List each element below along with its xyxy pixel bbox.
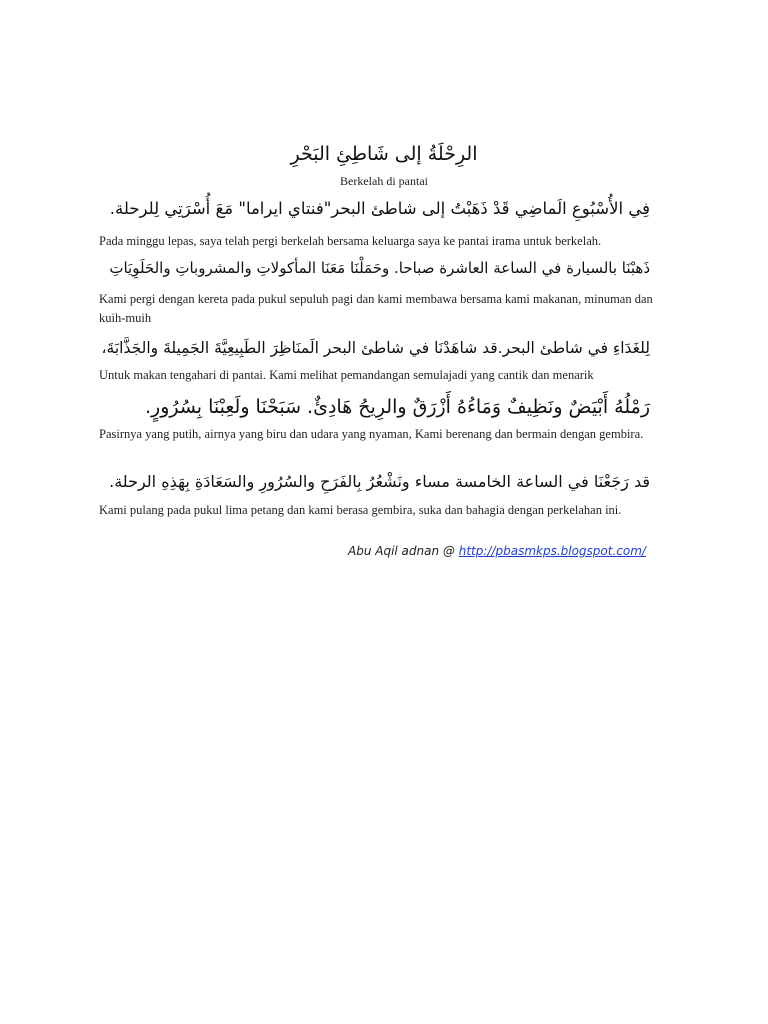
paragraph-3-malay: Untuk makan tengahari di pantai. Kami melihat pemandangan semulajadi yang cantik dan menarik (99, 368, 594, 382)
page-subtitle-malay: Berkelah di pantai (340, 174, 428, 188)
paragraph-1-arabic: فِي الأُسْبُوعِ الَماضِي قَدْ ذَهَبْتُ إلى شاطئ البحر"فنتاي ايراما" مَعَ أُسْرَتِي لِلرحلة. (109, 199, 650, 218)
blog-link[interactable]: http://pbasmkps.blogspot.com/ (458, 544, 646, 558)
author-name: Abu Aqil adnan @ (348, 544, 459, 558)
paragraph-3-arabic: لِلغَدَاءِ في شاطئ البحر.قد شاهَدْنَا في شاطئ البحر الَمنَاظِرَ الطَبِيعِيَّةَ الجَمِيلةَ والجَذَّابَةَ، (101, 339, 650, 357)
paragraph-2-malay: Kami pergi dengan kereta pada pukul sepuluh pagi dan kami membawa bersama kami makanan, minuman dan kuih-muih (99, 292, 653, 325)
page-title-arabic: الرِحْلَةُ إلى شَاطِئِ البَحْرِ (290, 143, 478, 165)
paragraph-5-arabic: قد رَجَعْنَا في الساعة الخامسة مساء ونَشْعُرُ بِالفَرَحِ والسُرُورِ والسَعَادَةِ بِهَذِهِ الرحلة. (109, 472, 650, 491)
paragraph-4-arabic: رَمْلُهُ أَبْيَضٌ ونَظِيفٌ وَمَاءُهُ أَزْرَقٌ والرِيحُ هَادِئٌ. سَبَحْنَا ولَعِبْنَا بِسُرُورٍ. (144, 396, 650, 418)
author-credit (348, 542, 646, 560)
paragraph-1-malay: Pada minggu lepas, saya telah pergi berkelah bersama keluarga saya ke pantai irama untuk berkelah. (99, 234, 602, 248)
paragraph-2-arabic: ذَهبْنَا بالسيارة في الساعة العاشرة صباحا. وحَمَلْنَا مَعَنَا المأكولاتِ والمشروباتِ والحَلَوِيَاتِ (109, 259, 650, 277)
paragraph-5-malay: Kami pulang pada pukul lima petang dan kami berasa gembira, suka dan bahagia dengan perkelahan ini. (99, 503, 622, 517)
paragraph-4-malay: Pasirnya yang putih, airnya yang biru dan udara yang nyaman, Kami berenang dan bermain dengan gembira. (99, 427, 644, 441)
